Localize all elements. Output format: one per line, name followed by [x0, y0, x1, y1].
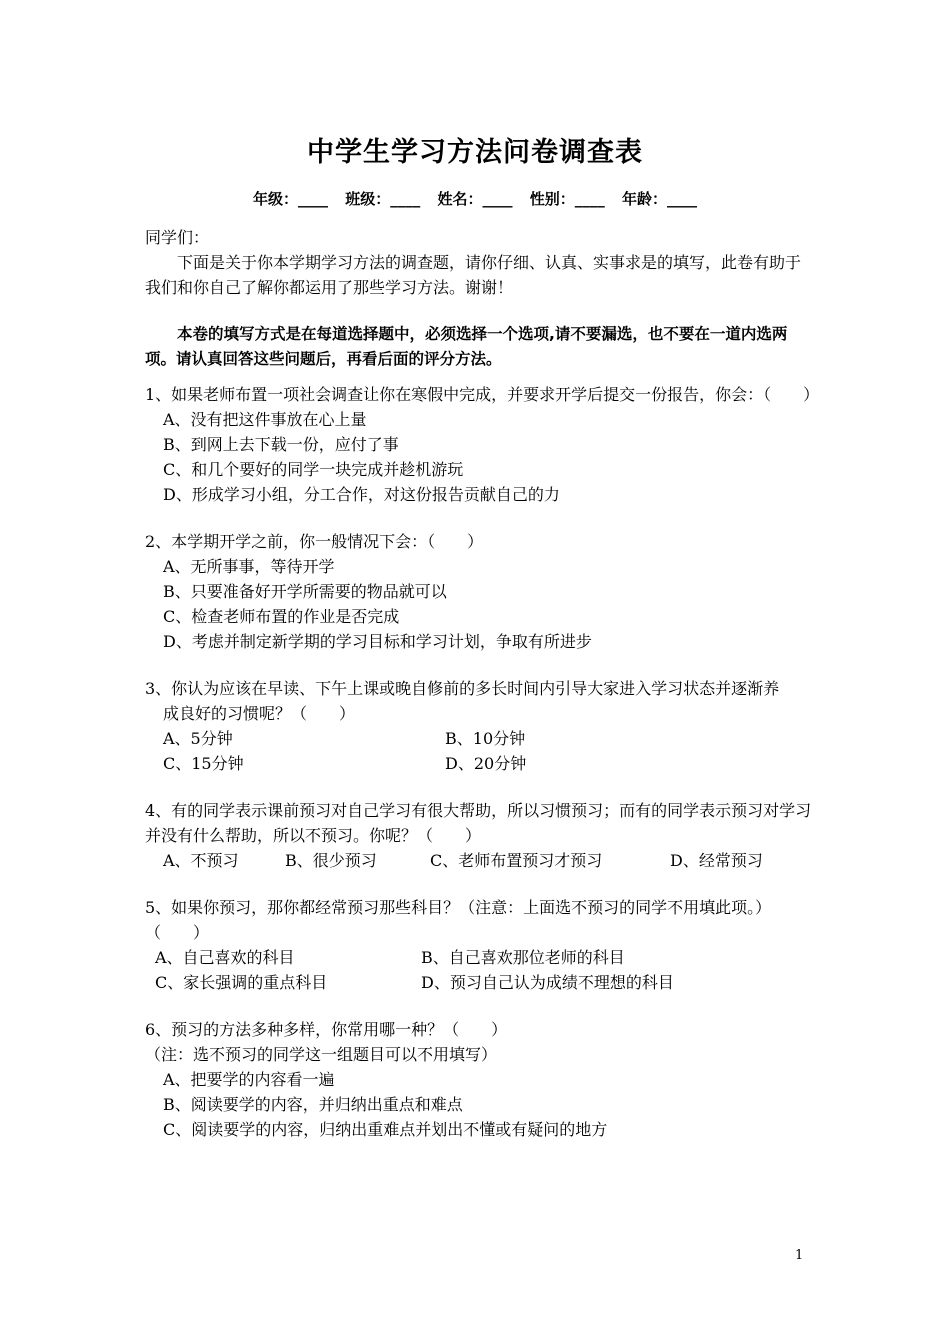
option-a[interactable]: A、没有把这件事放在心上量	[163, 410, 367, 429]
option-d[interactable]: D、形成学习小组，分工合作，对这份报告贡献自己的力	[163, 485, 560, 504]
option-b[interactable]: B、只要准备好开学所需要的物品就可以	[163, 582, 447, 601]
student-info-line	[0, 188, 950, 209]
option-b[interactable]: B、很少预习	[285, 851, 377, 870]
option-c[interactable]: C、老师布置预习才预习	[430, 851, 603, 870]
option-c[interactable]: C、阅读要学的内容，归纳出重难点并划出不懂或有疑问的地方	[163, 1120, 608, 1139]
page-title: 中学生学习方法问卷调查表	[307, 137, 643, 168]
grade-field[interactable]: 年级：____	[252, 190, 328, 208]
option-row	[145, 945, 813, 970]
option-a[interactable]: A、无所事事，等待开学	[163, 557, 335, 576]
option-a[interactable]: A、把要学的内容看一遍	[163, 1070, 335, 1089]
option-d[interactable]: D、考虑并制定新学期的学习目标和学习计划，争取有所进步	[163, 632, 592, 651]
option-a[interactable]: A、5分钟	[163, 729, 233, 748]
option-c[interactable]: C、检查老师布置的作业是否完成	[163, 607, 400, 626]
class-field[interactable]: 班级：____	[345, 190, 421, 208]
option-row	[145, 970, 813, 995]
instructions-paragraph: 本卷的填写方式是在每道选择题中，必须选择一个选项,请不要漏选，也不要在一道内选两项。请认真回答这些问题后，再看后面的评分方法。	[145, 325, 788, 368]
option-a[interactable]: A、自己喜欢的科目	[155, 948, 295, 967]
age-field[interactable]: 年龄：____	[621, 190, 697, 208]
gender-field[interactable]: 性别：____	[529, 190, 605, 208]
option-b[interactable]: B、10分钟	[445, 729, 526, 748]
question-3	[145, 676, 813, 776]
option-d[interactable]: D、预习自己认为成绩不理想的科目	[421, 973, 674, 992]
question-text: 2、本学期开学之前，你一般情况下会：（ ）	[145, 532, 484, 551]
option-b[interactable]: B、到网上去下载一份，应付了事	[163, 435, 399, 454]
greeting: 同学们：	[145, 228, 210, 247]
option-d[interactable]: D、20分钟	[445, 754, 527, 773]
option-b[interactable]: B、阅读要学的内容，并归纳出重点和难点	[163, 1095, 463, 1114]
option-b[interactable]: B、自己喜欢那位老师的科目	[421, 948, 625, 967]
option-c[interactable]: C、和几个要好的同学一块完成并趁机游玩	[163, 460, 464, 479]
question-2	[145, 529, 813, 654]
page-number: 1	[795, 1248, 804, 1263]
question-1	[145, 382, 820, 507]
question-4	[145, 798, 813, 873]
question-5	[145, 895, 813, 995]
name-field[interactable]: 姓名：____	[437, 190, 513, 208]
question-text: 4、有的同学表示课前预习对自己学习有很大帮助，所以习惯预习；而有的同学表示预习对学习并没有什么帮助，所以不预习。你呢？（ ）	[145, 801, 812, 845]
question-text: 3、你认为应该在早读、下午上课或晚自修前的多长时间内引导大家进入学习状态并逐渐养	[145, 679, 780, 698]
option-c[interactable]: C、家长强调的重点科目	[155, 973, 328, 992]
document-body	[145, 225, 820, 1142]
question-6	[145, 1017, 813, 1142]
option-row	[145, 751, 813, 776]
option-row	[145, 726, 813, 751]
question-text: 1、如果老师布置一项社会调查让你在寒假中完成，并要求开学后提交一份报告，你会：（ ）	[145, 385, 820, 404]
question-text: 6、预习的方法多种多样，你常用哪一种？（ ）	[145, 1020, 508, 1039]
intro-paragraph: 下面是关于你本学期学习方法的调查题，请你仔细、认真、实事求是的填写，此卷有助于我们和你自己了解你都运用了那些学习方法。谢谢！	[145, 253, 802, 297]
option-row	[145, 848, 813, 873]
option-a[interactable]: A、不预习	[163, 851, 239, 870]
question-note: （注：选不预习的同学这一组题目可以不用填写）	[145, 1045, 498, 1064]
question-text: 5、如果你预习，那你都经常预习那些科目？（注意：上面选不预习的同学不用填此项。）（ ）	[145, 898, 772, 942]
question-text-continued: 成良好的习惯呢？（ ）	[163, 704, 356, 723]
option-c[interactable]: C、15分钟	[163, 754, 244, 773]
option-d[interactable]: D、经常预习	[670, 851, 763, 870]
